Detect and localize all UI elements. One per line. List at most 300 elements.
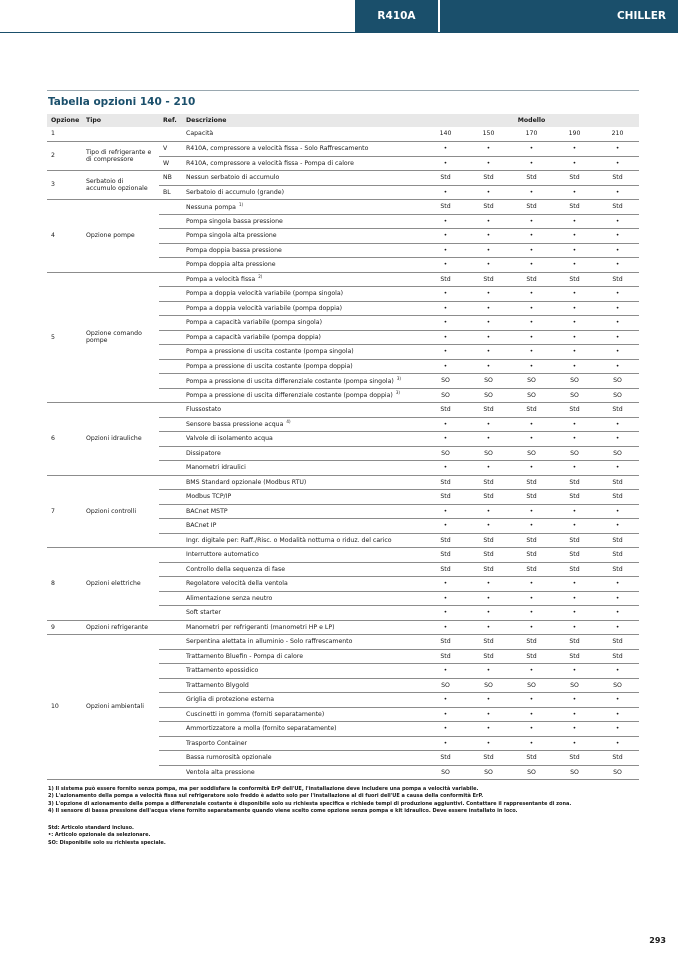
ref-code [159, 562, 182, 577]
description-cell [182, 577, 424, 592]
model-value: • [596, 693, 639, 708]
model-value: SO [467, 388, 510, 403]
model-value: • [424, 287, 467, 302]
model-value: • [510, 214, 553, 229]
model-value: 150 [467, 127, 510, 142]
model-value: Std [596, 490, 639, 505]
option-type: Serbatoio di accumulo opzionale [82, 171, 159, 200]
model-value: • [424, 214, 467, 229]
description-cell [182, 316, 424, 331]
model-value: • [467, 185, 510, 200]
model-value: • [510, 504, 553, 519]
model-value: Std [596, 475, 639, 490]
description-text: Pompa singola alta pressione [186, 232, 277, 240]
model-value: • [596, 432, 639, 447]
ref-code [159, 664, 182, 679]
model-value: • [510, 417, 553, 432]
model-value: SO [467, 765, 510, 780]
model-value: 190 [553, 127, 596, 142]
model-value: Std [596, 562, 639, 577]
model-value: Std [553, 272, 596, 287]
model-value: • [553, 664, 596, 679]
ref-code [159, 258, 182, 273]
model-value: SO [467, 446, 510, 461]
model-value: • [424, 156, 467, 171]
footnote: 2) L'azionamento della pompa a velocità fissa sul refrigeratore solo freddo è adatto solo per l'installazione al di fuori dell'UE a causa della conformità ErP. [48, 793, 484, 800]
model-value: • [467, 519, 510, 534]
ref-code [159, 388, 182, 403]
model-value: • [553, 316, 596, 331]
description-text: Pompa a pressione di uscita costante (pompa doppia) [186, 362, 353, 370]
model-value: • [467, 577, 510, 592]
description-text: Soft starter [186, 609, 221, 617]
option-number: 1 [47, 127, 82, 142]
model-value: • [424, 620, 467, 635]
model-value: Std [424, 272, 467, 287]
col-header-desc: Descrizione [186, 116, 227, 124]
description-cell [182, 200, 424, 215]
model-value: • [596, 736, 639, 751]
model-value: • [553, 707, 596, 722]
legend [48, 825, 166, 847]
model-value: • [467, 591, 510, 606]
model-value: • [596, 519, 639, 534]
model-value: • [510, 330, 553, 345]
ref-code [159, 359, 182, 374]
legend-item: SO: Disponibile solo su richiesta speciale. [48, 839, 166, 846]
description-cell [182, 461, 424, 476]
description-text: Pompa a capacità variabile (pompa singola) [186, 319, 322, 327]
ref-code [159, 229, 182, 244]
ref-code [159, 374, 182, 389]
model-value: • [510, 185, 553, 200]
model-value: • [553, 229, 596, 244]
model-value: • [510, 591, 553, 606]
model-value: Std [424, 533, 467, 548]
description-text: Pompa a pressione di uscita differenziale costante (pompa singola) [186, 377, 394, 385]
model-value: • [510, 142, 553, 157]
model-value: • [596, 345, 639, 360]
table-row [47, 475, 639, 490]
table-row [47, 200, 639, 215]
description-text: Modbus TCP/IP [186, 493, 232, 501]
model-value: • [596, 301, 639, 316]
description-cell [182, 562, 424, 577]
model-value: • [510, 301, 553, 316]
description-cell [182, 301, 424, 316]
model-value: • [467, 606, 510, 621]
description-text: Sensore bassa pressione acqua [186, 421, 284, 429]
model-value: Std [510, 649, 553, 664]
model-value: Std [596, 171, 639, 186]
model-value: 140 [424, 127, 467, 142]
model-value: • [510, 156, 553, 171]
model-value: Std [553, 548, 596, 563]
model-value: • [510, 243, 553, 258]
model-value: • [424, 229, 467, 244]
ref-code [159, 635, 182, 650]
footnote-ref: 4) [286, 419, 291, 425]
model-value: • [424, 693, 467, 708]
option-type: Opzioni ambientali [82, 635, 159, 780]
description-cell [182, 722, 424, 737]
description-text: Pompa a velocità fissa [186, 276, 256, 284]
model-value: Std [510, 475, 553, 490]
model-value: Std [510, 751, 553, 766]
top-bar [0, 0, 678, 32]
options-table [47, 114, 639, 780]
description-cell [182, 765, 424, 780]
model-value: • [510, 606, 553, 621]
model-value: • [510, 519, 553, 534]
ref-code: W [159, 156, 182, 171]
model-value: • [510, 693, 553, 708]
model-value: Std [467, 475, 510, 490]
ref-code [159, 490, 182, 505]
description-text: Valvole di isolamento acqua [186, 435, 273, 443]
model-value: Std [424, 548, 467, 563]
model-value: Std [467, 490, 510, 505]
option-number: 9 [47, 620, 82, 635]
model-value: • [553, 591, 596, 606]
model-value: • [596, 461, 639, 476]
col-header-type: Tipo [86, 116, 102, 124]
model-value: • [553, 620, 596, 635]
model-value: • [553, 432, 596, 447]
description-cell [182, 693, 424, 708]
ref-code [159, 417, 182, 432]
description-cell [182, 417, 424, 432]
ref-code [159, 678, 182, 693]
model-value: • [553, 330, 596, 345]
model-value: • [510, 620, 553, 635]
description-cell [182, 475, 424, 490]
description-cell [182, 606, 424, 621]
footnote: 4) Il sensore di bassa pressione dell'acqua viene fornito separatamente quando viene scelto come opzione senza pompa e kit idraulico. Deve essere installato in loco. [48, 807, 518, 814]
option-number: 3 [47, 171, 82, 200]
ref-code [159, 446, 182, 461]
model-value: • [424, 345, 467, 360]
model-value: Std [596, 403, 639, 418]
description-cell [182, 229, 424, 244]
description-cell [182, 359, 424, 374]
model-value: • [467, 156, 510, 171]
ref-code [159, 504, 182, 519]
model-value: SO [553, 374, 596, 389]
description-text: Flussostato [186, 406, 222, 414]
description-cell [182, 403, 424, 418]
model-value: Std [510, 490, 553, 505]
table-header-row [47, 114, 639, 127]
model-value: • [510, 287, 553, 302]
ref-code [159, 432, 182, 447]
model-value: • [467, 345, 510, 360]
description-text: Alimentazione senza neutro [186, 594, 273, 602]
model-value: Std [467, 548, 510, 563]
description-cell [182, 446, 424, 461]
table-row [47, 548, 639, 563]
model-value: • [424, 736, 467, 751]
model-value: Std [424, 490, 467, 505]
model-value: • [467, 258, 510, 273]
model-value: Std [596, 272, 639, 287]
model-value: • [553, 359, 596, 374]
model-value: • [424, 432, 467, 447]
description-cell [182, 272, 424, 287]
ref-code [159, 127, 182, 142]
model-value: Std [424, 635, 467, 650]
model-value: • [467, 142, 510, 157]
table-row [47, 142, 639, 157]
description-text: Ingr. digitale per: Raff./Risc. o Modalità notturna o riduz. del carico [186, 536, 392, 544]
model-value: • [510, 577, 553, 592]
model-value: SO [424, 678, 467, 693]
description-text: Serpentina alettata in alluminio - Solo raffrescamento [186, 638, 353, 646]
option-type: Tipo di refrigerante e di compressore [82, 142, 159, 171]
model-value: • [553, 142, 596, 157]
table-row [47, 171, 639, 186]
model-value: Std [553, 490, 596, 505]
model-value: • [553, 243, 596, 258]
description-text: Ventola alta pressione [186, 768, 255, 776]
description-cell [182, 258, 424, 273]
ref-code [159, 272, 182, 287]
legend-item: Std: Articolo standard incluso. [48, 825, 134, 831]
tab-r410a[interactable]: R410A [355, 0, 438, 32]
description-text: Pompa a doppia velocità variabile (pompa singola) [186, 290, 344, 298]
model-value: • [424, 664, 467, 679]
description-cell [182, 620, 424, 635]
model-value: • [596, 606, 639, 621]
description-cell [182, 548, 424, 563]
option-type: Opzioni controlli [82, 475, 159, 548]
description-text: Cuscinetti in gomma (forniti separatamente) [186, 710, 325, 718]
description-cell [182, 243, 424, 258]
model-value: • [596, 591, 639, 606]
model-value: Std [424, 200, 467, 215]
model-value: • [467, 461, 510, 476]
description-text: Pompa a capacità variabile (pompa doppia) [186, 333, 321, 341]
page-number: 293 [649, 936, 666, 945]
model-value: Std [510, 635, 553, 650]
col-header-ref: Ref. [163, 116, 177, 124]
model-value: • [596, 156, 639, 171]
footnote: 3) L'opzione di azionamento della pompa a differenziale costante è disponibile solo su richiesta specifica e richiede tempi di produzione aggiuntivi. Contattare il rappresentante di zona. [48, 800, 572, 807]
ref-code [159, 548, 182, 563]
ref-code [159, 620, 182, 635]
description-text: Capacità [186, 130, 214, 138]
ref-code [159, 214, 182, 229]
model-value: • [424, 707, 467, 722]
model-value: 210 [596, 127, 639, 142]
model-value: • [467, 504, 510, 519]
model-value: Std [553, 533, 596, 548]
ref-code [159, 243, 182, 258]
description-text: Interruttore automatico [186, 551, 259, 559]
model-value: SO [424, 765, 467, 780]
model-value: Std [596, 548, 639, 563]
model-value: Std [467, 403, 510, 418]
model-value: • [467, 330, 510, 345]
description-cell [182, 432, 424, 447]
description-text: Serbatoio di accumulo (grande) [186, 188, 284, 196]
ref-code [159, 287, 182, 302]
description-text: BACnet IP [186, 522, 217, 530]
model-value: • [553, 417, 596, 432]
description-cell [182, 388, 424, 403]
description-cell [182, 707, 424, 722]
description-text: Nessun serbatoio di accumulo [186, 174, 280, 182]
model-value: Std [510, 403, 553, 418]
description-text: Pompa doppia alta pressione [186, 261, 276, 269]
model-value: Std [424, 751, 467, 766]
description-cell [182, 345, 424, 360]
model-value: • [424, 243, 467, 258]
ref-code [159, 330, 182, 345]
model-value: • [424, 461, 467, 476]
col-header-model: Modello [517, 116, 546, 124]
model-value: • [467, 432, 510, 447]
ref-code: V [159, 142, 182, 157]
model-value: • [553, 693, 596, 708]
model-value: • [424, 722, 467, 737]
model-value: Std [596, 751, 639, 766]
model-value: • [596, 243, 639, 258]
model-value: • [596, 229, 639, 244]
ref-code: BL [159, 185, 182, 200]
ref-code [159, 345, 182, 360]
model-value: • [424, 316, 467, 331]
description-text: Pompa singola bassa pressione [186, 217, 283, 225]
model-value: • [596, 504, 639, 519]
description-cell [182, 185, 424, 200]
model-value: Std [467, 751, 510, 766]
ref-code [159, 606, 182, 621]
description-text: Trattamento epossidico [186, 667, 259, 675]
model-value: Std [596, 200, 639, 215]
description-cell [182, 156, 424, 171]
footnote-ref: 1) [238, 201, 244, 207]
model-value: • [596, 142, 639, 157]
ref-code [159, 693, 182, 708]
model-value: • [510, 461, 553, 476]
model-value: • [553, 722, 596, 737]
model-value: • [467, 707, 510, 722]
model-value: Std [510, 548, 553, 563]
model-value: • [553, 519, 596, 534]
description-text: Pompa a pressione di uscita costante (pompa singola) [186, 348, 354, 356]
model-value: • [424, 504, 467, 519]
ref-code [159, 707, 182, 722]
ref-code [159, 577, 182, 592]
ref-code [159, 403, 182, 418]
description-cell [182, 171, 424, 186]
model-value: Std [510, 562, 553, 577]
model-value: • [510, 345, 553, 360]
model-value: Std [424, 403, 467, 418]
model-value: • [424, 606, 467, 621]
table-body [47, 127, 639, 780]
description-cell [182, 678, 424, 693]
model-value: • [553, 577, 596, 592]
description-cell [182, 490, 424, 505]
description-text: Ammortizzatore a molla (fornito separatamente) [186, 725, 337, 733]
model-value: • [596, 620, 639, 635]
model-value: SO [424, 388, 467, 403]
model-value: • [467, 664, 510, 679]
model-value: • [467, 722, 510, 737]
model-value: • [467, 417, 510, 432]
description-cell [182, 664, 424, 679]
model-value: Std [510, 272, 553, 287]
model-value: SO [596, 446, 639, 461]
description-cell [182, 374, 424, 389]
model-value: • [467, 316, 510, 331]
model-value: • [424, 359, 467, 374]
model-value: • [510, 229, 553, 244]
ref-code [159, 736, 182, 751]
model-value: • [510, 359, 553, 374]
model-value: • [553, 606, 596, 621]
table-row [47, 620, 639, 635]
model-value: • [467, 243, 510, 258]
ref-code [159, 533, 182, 548]
model-value: Std [510, 200, 553, 215]
model-value: Std [553, 562, 596, 577]
description-text: BACnet MSTP [186, 507, 228, 515]
footnotes [48, 786, 648, 815]
table-row [47, 403, 639, 418]
description-cell [182, 127, 424, 142]
model-value: • [596, 258, 639, 273]
model-value: • [467, 359, 510, 374]
model-value: • [553, 345, 596, 360]
footnote-ref: 3) [396, 375, 401, 381]
model-value: • [553, 461, 596, 476]
model-value: Std [553, 475, 596, 490]
description-text: Controllo della sequenza di fase [186, 565, 285, 573]
ref-code [159, 200, 182, 215]
tab-chiller[interactable]: CHILLER [440, 0, 678, 32]
model-value: • [596, 577, 639, 592]
description-cell [182, 736, 424, 751]
model-value: • [553, 214, 596, 229]
model-value: Std [467, 200, 510, 215]
ref-code: NB [159, 171, 182, 186]
description-cell [182, 504, 424, 519]
model-value: • [424, 577, 467, 592]
page-title: Tabella opzioni 140 - 210 [48, 96, 196, 108]
option-number: 6 [47, 403, 82, 476]
ref-code [159, 751, 182, 766]
model-value: • [424, 301, 467, 316]
legend-item: •: Articolo opzionale da selezionare. [48, 832, 151, 839]
model-value: SO [510, 374, 553, 389]
model-value: • [510, 316, 553, 331]
table-row [47, 127, 639, 142]
option-type: Opzione comando pompe [82, 272, 159, 403]
ref-code [159, 765, 182, 780]
model-value: 170 [510, 127, 553, 142]
model-value: Std [553, 403, 596, 418]
model-value: • [510, 736, 553, 751]
description-text: Pompa a pressione di uscita differenziale costante (pompa doppia) [186, 392, 393, 400]
model-value: Std [553, 171, 596, 186]
description-text: Pompa doppia bassa pressione [186, 246, 282, 254]
model-value: • [596, 316, 639, 331]
model-value: Std [467, 171, 510, 186]
model-value: SO [553, 678, 596, 693]
